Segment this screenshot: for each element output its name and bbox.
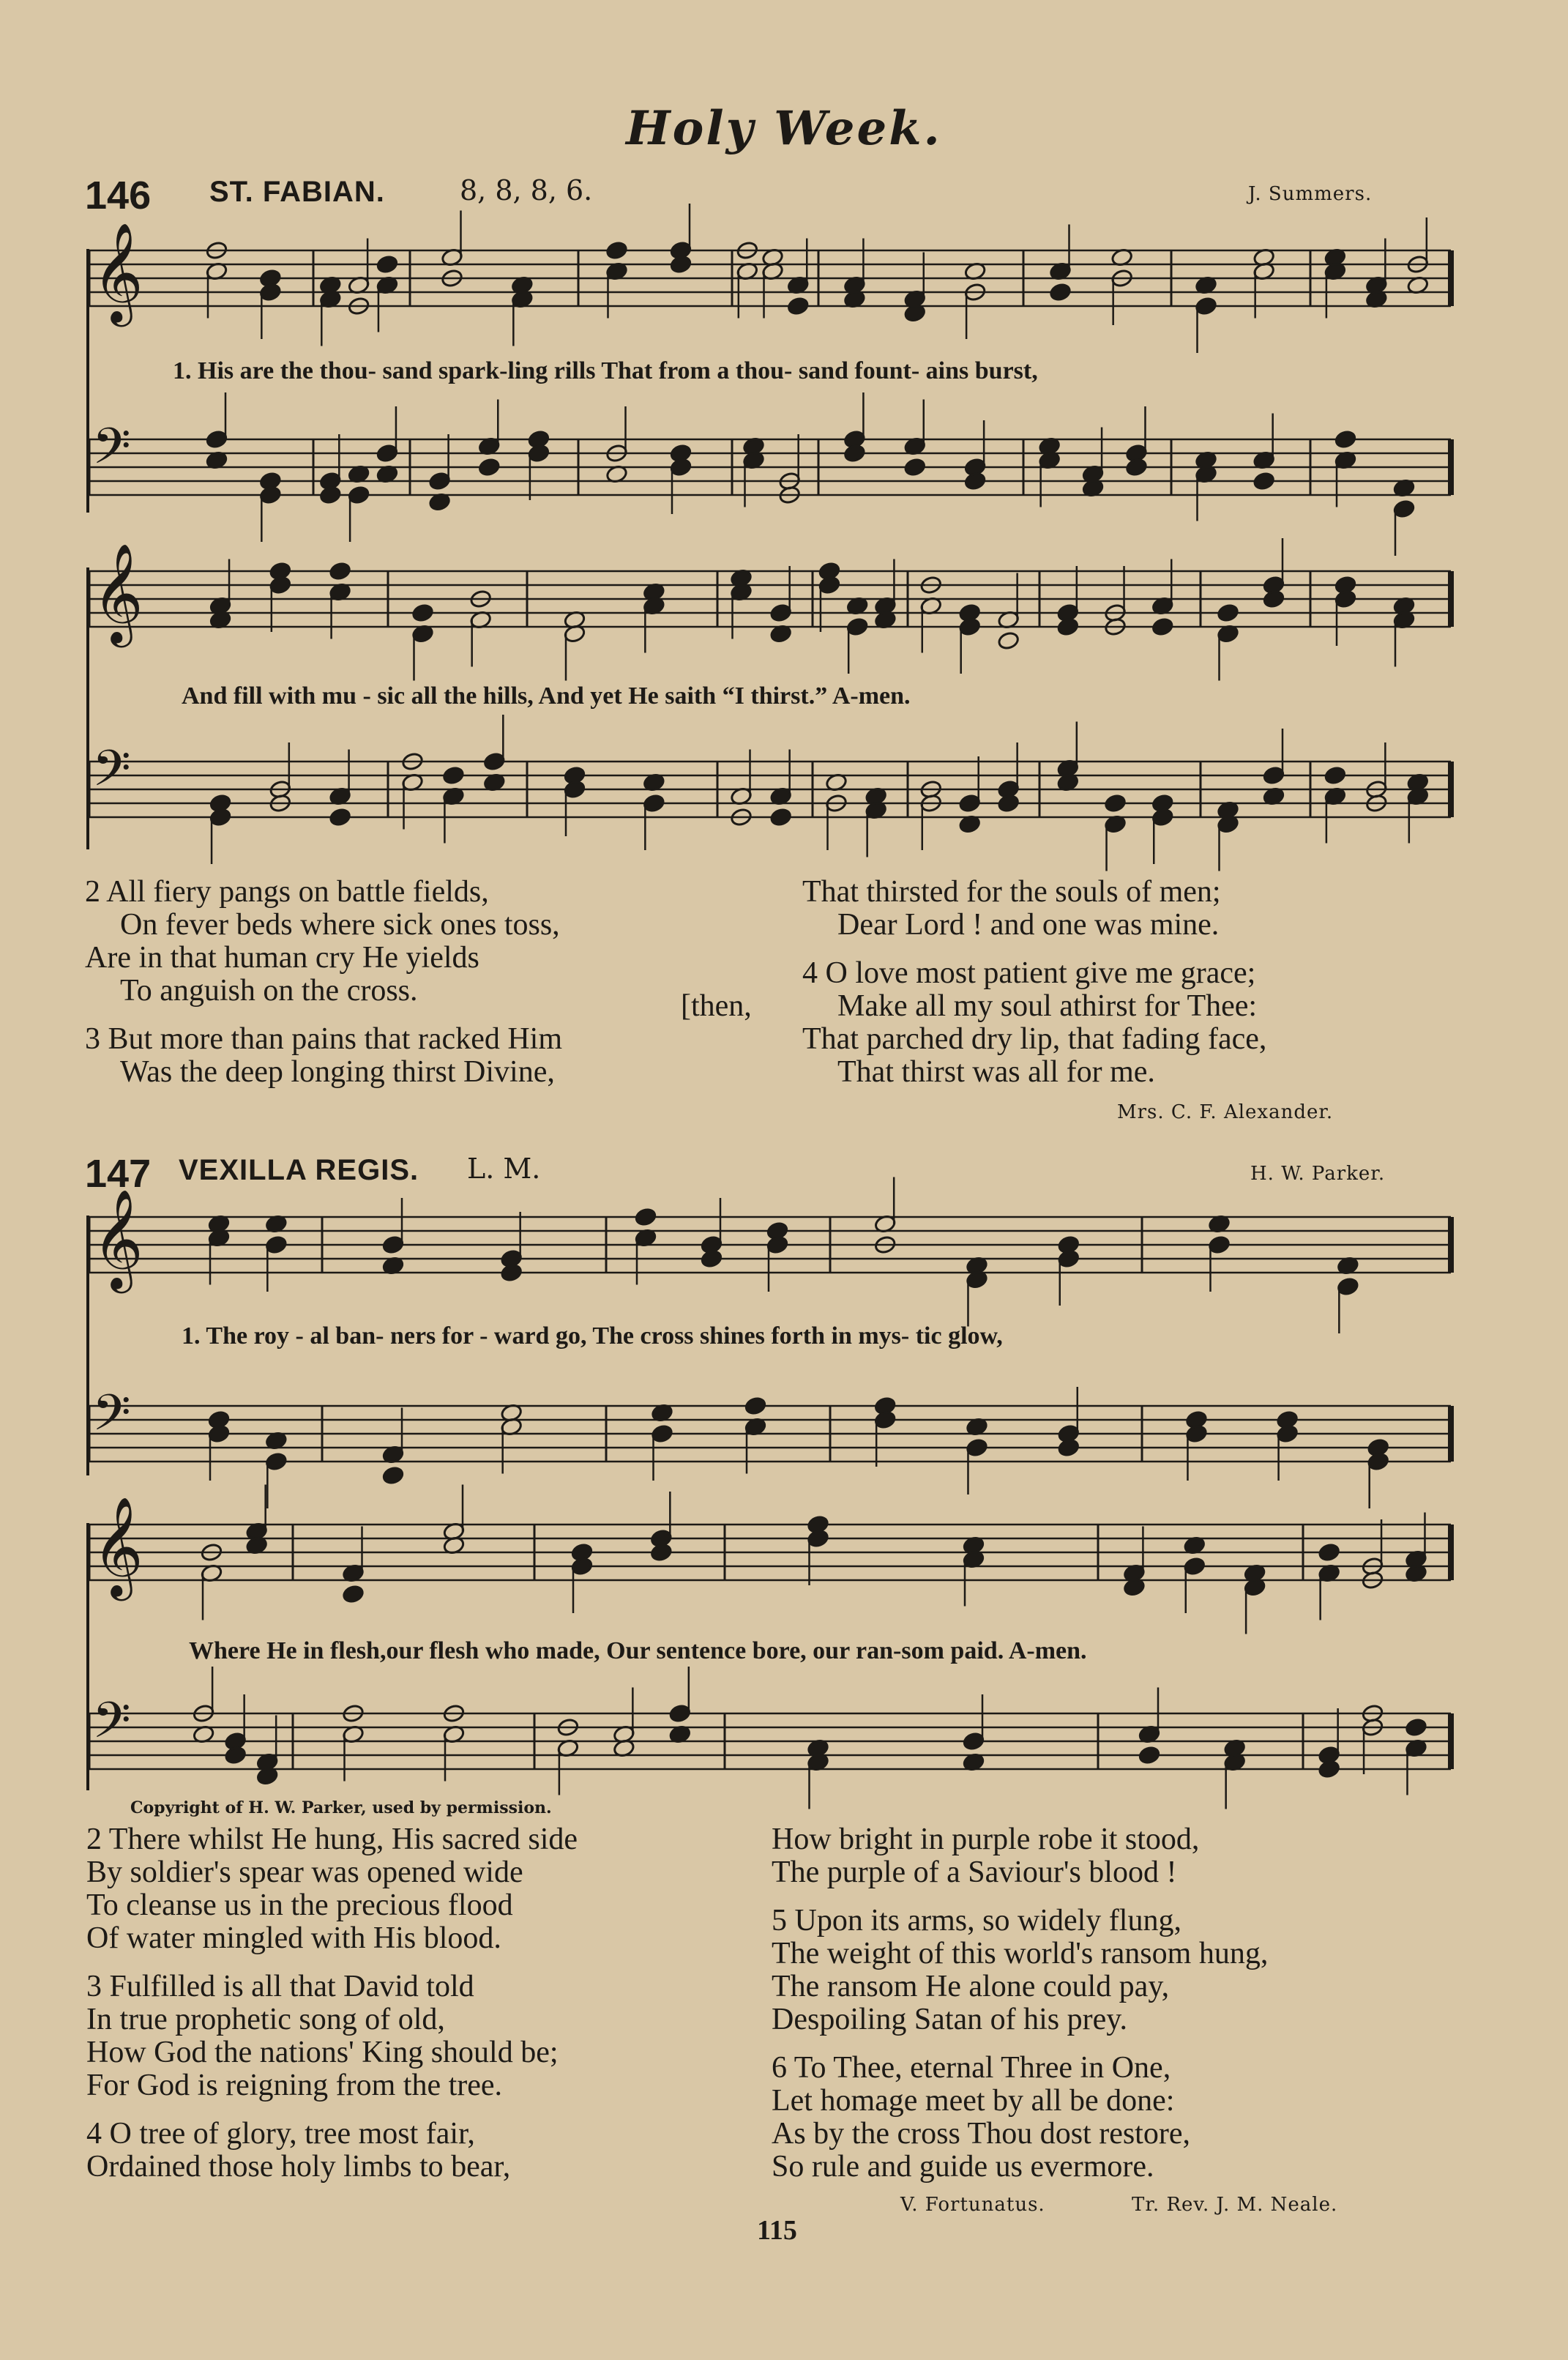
verse-line: Are in that human cry He yields: [85, 941, 479, 975]
verse-line: By soldier's spear was opened wide: [86, 1855, 523, 1889]
hymn-number: 147: [85, 1152, 152, 1196]
tune-name: VEXILLA REGIS.: [179, 1154, 419, 1186]
verse-line: To cleanse us in the precious flood: [86, 1888, 513, 1922]
verse: [772, 2052, 1540, 2184]
verse-line: 3 But more than pains that racked Him: [85, 1022, 563, 1056]
copyright-notice: Copyright of H. W. Parker, used by permission.: [130, 1798, 552, 1817]
verse-line: Despoiling Satan of his prey.: [772, 2003, 1128, 2036]
composer-credit: J. Summers.: [1248, 183, 1373, 205]
page-number: 115: [757, 2215, 797, 2246]
note-head: [1138, 1746, 1161, 1765]
hymn-meter: 8, 8, 8, 6.: [460, 174, 593, 206]
verses-left: [86, 1823, 789, 2199]
note-head: [1057, 1438, 1080, 1458]
verse-line: 6 To Thee, eternal Three in One,: [772, 2051, 1171, 2085]
verse-line: For God is reigning from the tree.: [86, 2069, 503, 2102]
verse: [772, 1905, 1540, 2036]
author-credit: V. Fortunatus.: [900, 2194, 1045, 2216]
verse-line: 4 O love most patient give me grace;: [802, 956, 1256, 990]
verse-line: To anguish on the cross.: [120, 974, 418, 1008]
section-title: Holy Week.: [626, 101, 942, 156]
verse-line: That thirsted for the souls of men;: [802, 875, 1221, 909]
bass-clef-icon: 𝄢: [92, 1385, 131, 1454]
hymn-number: 146: [85, 174, 152, 217]
treble-clef-icon: 𝄞: [92, 542, 143, 643]
hymn-meter: L. M.: [467, 1153, 541, 1185]
verse-line: 2 There whilst He hung, His sacred side: [86, 1823, 578, 1856]
lyric-line: And fill with mu - sic all the hills, And yet He saith “I thirst.” A-men.: [182, 682, 911, 710]
verses-right: [772, 1823, 1540, 2199]
note-head: [500, 1263, 523, 1283]
note-head: [1318, 1543, 1340, 1563]
verse-line: On fever beds where sick ones toss,: [120, 908, 560, 942]
bass-clef-icon: 𝄢: [92, 740, 131, 810]
lyric-line: 1. The roy - al ban- ners for - ward go, The cross shines forth in mys- tic glow,: [182, 1322, 1003, 1350]
composer-credit: H. W. Parker.: [1250, 1163, 1386, 1185]
note-head: [650, 1543, 673, 1563]
verse: [772, 1823, 1540, 1889]
verse-line: That thirst was all for me.: [837, 1055, 1155, 1089]
bass-clef-icon: 𝄢: [92, 1692, 131, 1762]
treble-clef-icon: 𝄞: [92, 1495, 143, 1596]
verse-line: The weight of this world's ransom hung,: [772, 1937, 1269, 1970]
author-credit: Mrs. C. F. Alexander.: [1117, 1101, 1334, 1123]
note-head: [1318, 1760, 1340, 1779]
tune-name: ST. FABIAN.: [209, 176, 385, 208]
verse-line: 3 Fulfilled is all that David told: [86, 1970, 474, 2003]
verse-line: In true prophetic song of old,: [86, 2003, 445, 2036]
note-head: [1405, 1718, 1427, 1738]
lyric-line: 1. His are the thou- sand spark-ling rills That from a thou- sand fount- ains burst,: [173, 357, 1038, 384]
verse-line: 5 Upon its arms, so widely flung,: [772, 1904, 1181, 1937]
verse: [86, 1823, 789, 1955]
verse: [86, 1970, 789, 2102]
verse-line: 4 O tree of glory, tree most fair,: [86, 2117, 475, 2151]
verse-line: That parched dry lip, that fading face,: [802, 1022, 1267, 1056]
note-head: [635, 1207, 657, 1227]
note-head: [701, 1249, 723, 1269]
translator-credit: Tr. Rev. J. M. Neale.: [1132, 2194, 1338, 2216]
verse-line: How bright in purple robe it stood,: [772, 1823, 1200, 1856]
note-head: [382, 1466, 405, 1486]
treble-clef-icon: 𝄞: [92, 1188, 143, 1289]
treble-clef-icon: 𝄞: [92, 221, 143, 322]
verse-line: Let homage meet by all be done:: [772, 2084, 1175, 2118]
turnover-word: [then,: [681, 989, 752, 1023]
verse-line: Of water mingled with His blood.: [86, 1921, 501, 1955]
verse-line: 2 All fiery pangs on battle fields,: [85, 875, 489, 909]
lyric-line: Where He in flesh,our flesh who made, Our sentence bore, our ran-som paid. A-men.: [189, 1637, 1087, 1664]
verse-line: Ordained those holy limbs to bear,: [86, 2150, 511, 2184]
note-head: [744, 1396, 767, 1416]
verse-line: Dear Lord ! and one was mine.: [837, 908, 1220, 942]
verse-line: Was the deep longing thirst Divine,: [120, 1055, 555, 1089]
verse-line: Make all my soul athirst for Thee:: [837, 989, 1258, 1023]
verse: [86, 2118, 789, 2184]
verse-line: So rule and guide us evermore.: [772, 2150, 1154, 2184]
note-head: [224, 1746, 247, 1765]
verse-line: The ransom He alone could pay,: [772, 1970, 1170, 2003]
verse-line: As by the cross Thou dost restore,: [772, 2117, 1190, 2151]
verse-line: The purple of a Saviour's blood !: [772, 1855, 1177, 1889]
verse-line: How God the nations' King should be;: [86, 2036, 559, 2069]
bass-clef-icon: 𝄢: [92, 418, 131, 488]
note-head: [342, 1585, 365, 1604]
